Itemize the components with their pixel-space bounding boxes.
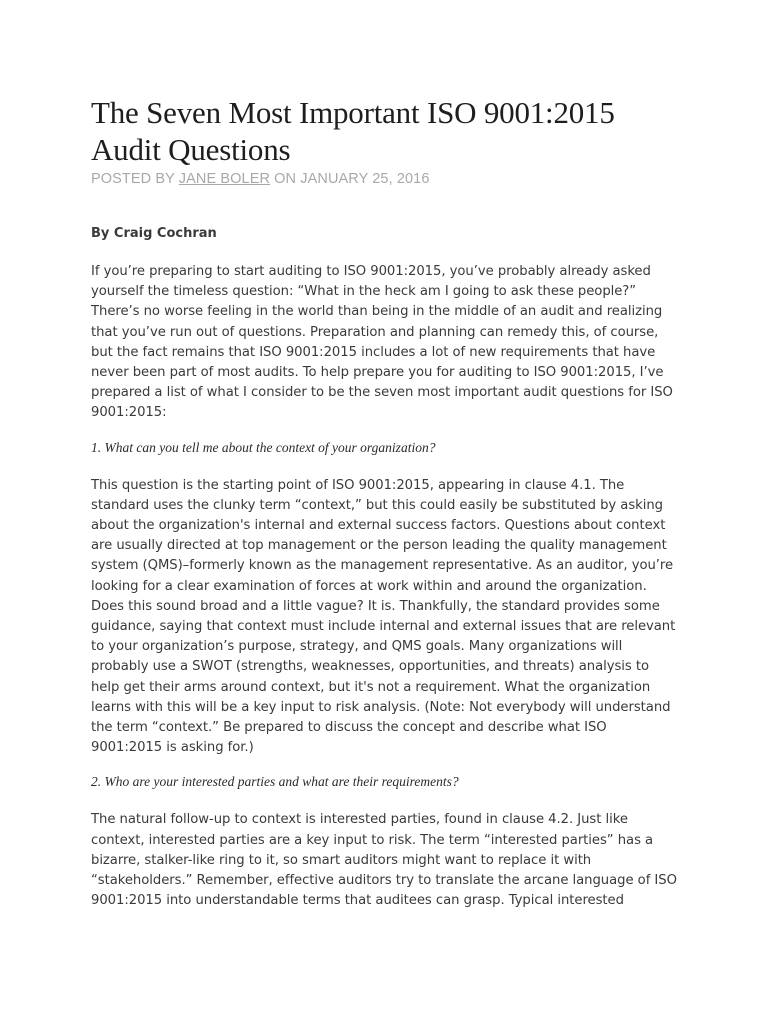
post-meta	[91, 168, 680, 190]
article-title: The Seven Most Important ISO 9001:2015 Audit Questions	[91, 95, 615, 167]
byline: By Craig Cochran	[91, 226, 217, 241]
question-heading-2: 2. Who are your interested parties and what are their requirements?	[91, 774, 459, 790]
question-heading-1: 1. What can you tell me about the context of your organization?	[91, 439, 436, 455]
question-paragraph-1: This question is the starting point of ISO 9001:2015, appearing in clause 4.1. The standard uses the clunky term “context,” but this could easily be substituted by asking about the organization's internal and external success factors. Questions about context are usually directed at top management or the person leading the quality management system (QMS)–formerly known as the management representative. As an auditor, you’re looking for a clear examination of forces at work within and around the organization. Does this sound broad and a little vague? It is. Thankfully, the standard provides some guidance, saying that context must include internal and external issues that are relevant to your organization’s purpose, strategy, and QMS goals. Many organizations will probably use a SWOT (strengths, weaknesses, opportunities, and threats) analysis to help get their arms around context, but it's not a requirement. What the organization learns with this will be a key input to risk analysis. (Note: Not everybody will understand the term “context.” Be prepared to discuss the concept and describe what ISO 9001:2015 is asking for.)	[91, 477, 676, 756]
date-prefix: ON	[274, 171, 297, 187]
post-date: JANUARY 25, 2016	[300, 171, 430, 187]
author-link[interactable]: JANE BOLER	[178, 171, 271, 187]
intro-paragraph: If you’re preparing to start auditing to ISO 9001:2015, you’ve probably already asked yourself the timeless question: “What in the heck am I going to ask these people?” There’s no worse feeling in the world than being in the middle of an audit and realizing that you’ve run out of questions. Preparation and planning can remedy this, of course, but the fact remains that ISO 9001:2015 includes a lot of new requirements that have never been part of most audits. To help prepare you for auditing to ISO 9001:2015, I’ve prepared a list of what I consider to be the seven most important audit questions for ISO 9001:2015:	[91, 264, 673, 421]
question-paragraph-2: The natural follow-up to context is interested parties, found in clause 4.2. Just like context, interested parties are a key input to risk. The term “interested parties” has a bizarre, stalker-like ring to it, so smart auditors might want to replace it with “stakeholders.” Remember, effective auditors try to translate the arcane language of ISO 9001:2015 into understandable terms that auditees can grasp. Typical interested	[91, 812, 677, 909]
posted-by-label: POSTED BY	[91, 171, 175, 187]
